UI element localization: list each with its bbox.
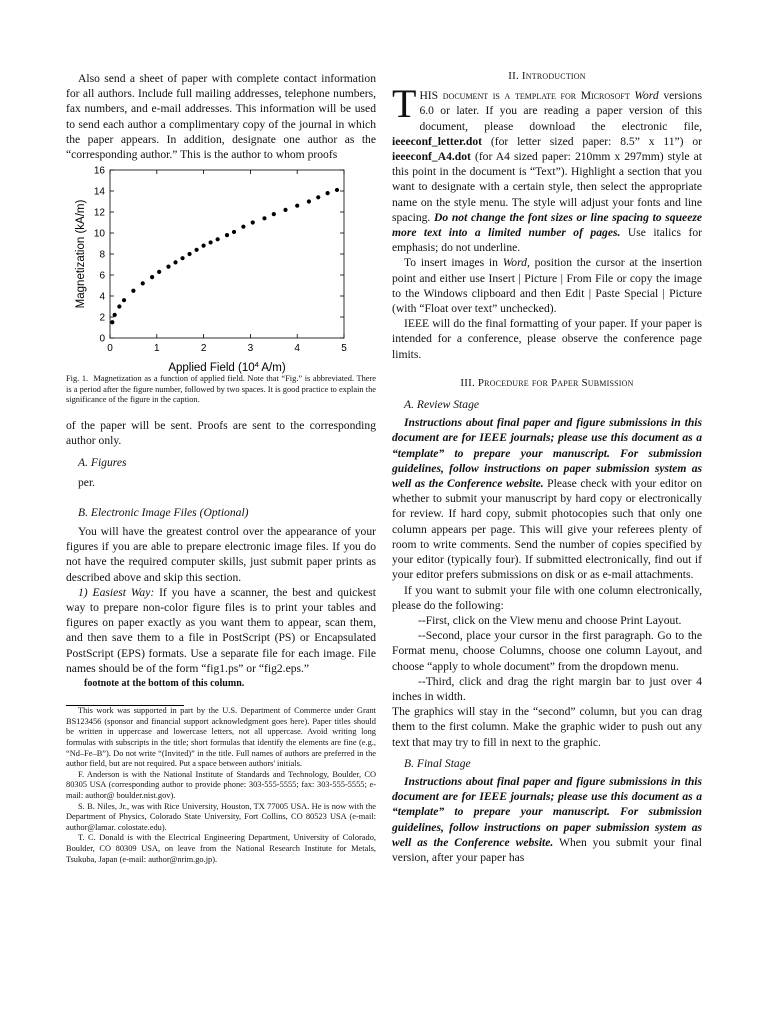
introduction-paragraph-1: THIS document is a template for Microsoft Word versions 6.0 or later. If you are reading a paper version of this document, please download the electronic file, ieeeconf_letter.dot (for letter sized paper: 8.5” x 11”) or ieeeconf_A4.dot (for A4 sized paper: 210mm x 297mm) style at this point in the document is “Text”). Highlight a section that you want to designate with a certain style, then select the appropriate name on the style menu. The style will adjust your fonts and line spacing. Do not change the font sizes or line spacing to squeeze more text into a limited number of pages. Use italics for emphasis; do not underline. (392, 81, 703, 255)
step-second: --Second, place your cursor in the first paragraph. Go to the Format menu, choose Columns, choose one column Layout, and choose “apply to whole document” from the dropdown menu. (392, 629, 702, 673)
y-tick-label: 14 (93, 186, 105, 198)
left-column (66, 0, 376, 865)
plot-frame (110, 170, 344, 338)
x-tick-label: 3 (247, 343, 254, 355)
introduction-paragraph-2: To insert images in Word, position the cursor at the insertion point and either use Insert | Picture | From File or copy the image to the Windows clipboard and then Edit | Paste Special | Picture (with “Float over text” unchecked). (392, 256, 702, 316)
data-point (157, 270, 161, 274)
data-point (316, 195, 320, 199)
data-point (232, 230, 236, 234)
caption-text: Magnetization as a function of applied field. Note that “Fig.” is abbreviated. There is a period after the figure number, followed by two spaces. It is good practice to explain the significance of the figure in the caption. (66, 374, 376, 405)
data-point (180, 256, 184, 260)
y-tick-label: 10 (93, 228, 105, 240)
easiest-way-label: 1) Easiest Way: (78, 585, 155, 599)
y-tick-label: 8 (99, 249, 105, 261)
data-point (283, 208, 287, 212)
footnote-anderson: F. Anderson is with the National Institute of Standards and Technology, Boulder, CO 80305 USA (corresponding author to provide phone: 303-555-5555; fax: 303-555-5555; e-mail: author@ boulder.nist.gov). (66, 769, 376, 800)
magnetization-chart (66, 162, 376, 374)
data-point (272, 212, 276, 216)
intro-paragraph: Also send a sheet of paper with complete contact information for all authors. Include full mailing addresses, telephone numbers, fax numbers, and e-mail addresses. This information will be used to send each author a complimentary copy of the journal in which the paper appears. In addition, designate one author as the “corresponding author.” This is the author to whom proofs (66, 72, 376, 162)
y-tick-label: 16 (93, 165, 105, 177)
easiest-way-paragraph (66, 585, 376, 676)
data-point (113, 313, 117, 317)
data-point (241, 225, 245, 229)
data-point (262, 216, 266, 220)
x-tick-label: 4 (294, 343, 300, 355)
letter-template-filename: ieeeconf_letter.dot (392, 134, 483, 148)
y-tick-label: 12 (93, 207, 105, 219)
right-column (392, 0, 702, 865)
data-point (117, 305, 121, 309)
footnote-support: This work was supported in part by the U.S. Department of Commerce under Grant BS123456 (sponsor and financial support acknowledgment goes here). Paper titles should be written in uppercase and lowercase letters, not all uppercase. Avoid writing long formulas with subscripts in the title; short formulas that identify the elements are fine (e.g., “Nd–Fe–B”). Do not write “(Invited)” in the title. Full names of authors are preferred in the author field, but are not required. Put a space between authors' initials. (66, 706, 376, 769)
final-paragraph: Instructions about final paper and figure submissions in this document are for IEEE journals; please use this document as a “template” to prepare your manuscript. For submission guidelines, follow instructions on paper submission system as well as the Conference website. When you submit your final version, after your paper has (392, 774, 702, 864)
data-point (187, 252, 191, 256)
font-warning: Do not change the font sizes or line spacing to squeeze more text into a limited number of pages. (392, 210, 703, 240)
review-paragraph: Instructions about final paper and figure submissions in this document are for IEEE journals; please use this document as a “template” to prepare your manuscript. For submission guidelines, follow instructions on paper submission system as well as the Conference website. Please check with your editor on whether to submit your manuscript by hard copy or electronically for review. If hard copy, submit photocopies such that only one column appears per page. This will give your referees plenty of room to write comments. Send the number of copies specified by your editor (typically four). If submitted electronically, find out if your editor prefers submissions on disk or as e-mail attachments. (392, 416, 702, 582)
data-point (307, 200, 311, 204)
caption-label: Fig. 1. (66, 374, 89, 384)
graphics-paragraph: The graphics will stay in the “second” column, but you can drag them to the first column. Make the graphic wider to push out any text that may try to fill in next to the graphic. (392, 705, 702, 749)
data-point (202, 244, 206, 248)
data-point (335, 188, 339, 192)
y-tick-label: 6 (99, 270, 105, 282)
data-point (122, 298, 126, 302)
x-tick-label: 2 (200, 343, 207, 355)
x-tick-label: 5 (341, 343, 347, 355)
data-point (209, 241, 213, 245)
drop-cap: T (392, 81, 417, 127)
x-axis-label: Applied Field ($10^4$ A/m) (168, 360, 286, 375)
section-introduction-title: II. Introduction (508, 70, 586, 82)
y-axis-label: Magnetization (kA/m) (75, 199, 87, 309)
a4-template-filename: ieeeconf_A4.dot (392, 150, 471, 164)
continuation-paragraph: of the paper will be sent. Proofs are sent to the corresponding author only. (66, 419, 376, 448)
figure-caption (66, 374, 376, 406)
footnote-niles: S. B. Niles, Jr., was with Rice University, Houston, TX 77005 USA. He is now with the Department of Physics, Colorado State University, Fort Collins, CO 80523 USA (e-mail: author@lamar. colostate.edu). (66, 801, 376, 832)
footnote-note: footnote at the bottom of this column. (84, 678, 245, 690)
per-text: per. (78, 475, 96, 489)
one-column-paragraph: If you want to submit your file with one column electronically, please do the following: (392, 583, 702, 612)
data-point (110, 320, 114, 324)
step-first: --First, click on the View menu and choose Print Layout. (418, 613, 682, 627)
introduction-paragraph-3: IEEE will do the final formatting of your paper. If your paper is intended for a conference, please observe the conference page limits. (392, 317, 702, 361)
data-point (173, 261, 177, 265)
x-tick-label: 0 (107, 343, 113, 355)
data-point (150, 275, 154, 279)
x-tick-label: 1 (154, 343, 160, 355)
data-point (225, 233, 229, 237)
subsection-electronic-image-files: B. Electronic Image Files (Optional) (78, 505, 249, 519)
section-procedure-title: III. Procedure for Paper Submission (460, 376, 634, 389)
subsection-review-stage: A. Review Stage (404, 398, 480, 412)
subsection-final-stage: B. Final Stage (404, 756, 471, 770)
figure-1 (66, 162, 376, 374)
electronic-files-paragraph: You will have the greatest control over the appearance of your figures if you are able to prepare electronic image files. If you do not have the required computer skills, just submit paper prints as described above and skip this section. (66, 525, 376, 584)
data-point (166, 265, 170, 269)
data-point (326, 191, 330, 195)
y-tick-label: 2 (99, 312, 105, 324)
data-point (216, 237, 220, 241)
step-third: --Third, click and drag the right margin bar to just over 4 inches in width. (392, 674, 702, 703)
data-point (131, 289, 135, 293)
easiest-way-text: If you have a scanner, the best and quickest way to prepare non-color figure files is to print your tables and figures on paper exactly as you want them to appear, scan them, and then save them to a file in PostScript (PS) or Encapsulated PostScript (EPS) formats. Use a separate file for each image. File names should be of the form “fig1.ps” or “fig2.eps.” (66, 585, 376, 675)
data-point (194, 248, 198, 252)
data-point (251, 221, 255, 225)
subsection-figures: A. Figures (78, 456, 127, 470)
y-tick-label: 4 (99, 291, 105, 303)
footnote-donald: T. C. Donald is with the Electrical Engineering Department, University of Colorado, Boulder, CO 80309 USA, on leave from the National Research Institute for Metals, Tsukuba, Japan (e-mail: author@nrim.go.jp). (66, 833, 376, 864)
data-point (295, 204, 299, 208)
data-point (141, 282, 145, 286)
y-tick-label: 0 (99, 333, 105, 345)
